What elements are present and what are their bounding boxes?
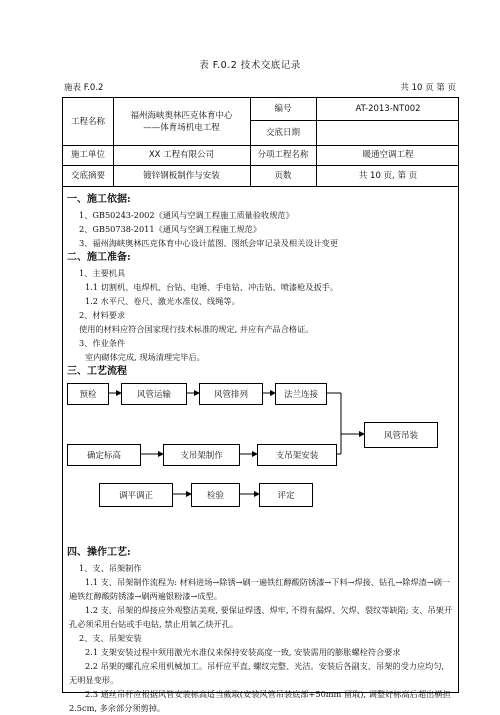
pages-value: 共 10 页, 第 页 (358, 170, 418, 181)
flow-node-flange-connect: 法兰连接 (275, 383, 327, 405)
number-label: 编号 (274, 104, 292, 114)
flow-node-duct-hoist: 风管吊装 (364, 422, 438, 448)
basis-item: 2、GB50738-2011《通风与空调工程施工规范》 (79, 224, 262, 234)
flow-node-evaluate: 评定 (259, 483, 313, 507)
operation-line: 2.1 支架安装过程中须用激光水准仪来保持安装高度一致, 安装需用的膨胀螺栓符合要求 (85, 647, 401, 657)
operation-line: 1.2 支、吊架的焊接应外观整洁美观, 要保证焊透、焊牢, 不得有漏焊、欠焊、裂纹等缺陷; 支、吊架开孔必须采用台钻或手电钻, 禁止用氧乙炔开孔。 (69, 605, 453, 629)
flow-node-set-elevation: 确定标高 (67, 444, 141, 466)
date-label: 交底日期 (265, 127, 300, 138)
summary-value: 镀锌钢板制作与安装 (143, 170, 220, 181)
form-code: 施表 F.0.2 (64, 83, 104, 93)
prep-line: 3、作业条件 (79, 338, 126, 348)
prep-line: 1.2 水平尺、卷尺、激光水准仪、线绳等。 (85, 296, 240, 306)
basis-item: 1、GB50243-2002《通风与空调工程施工质量验收规范》 (79, 210, 294, 220)
unit-value: XX 工程有限公司 (148, 150, 215, 160)
project-name-value: 福州海峡奥林匹克体育中心 ——体育场机电工程 (130, 110, 233, 133)
prep-line: 1、主要机具 (79, 268, 126, 278)
flow-node-support-make: 支吊架制作 (163, 444, 240, 466)
flow-node-level-adjust: 调平调正 (99, 483, 173, 507)
prep-line: 1.1 切割机、电焊机、台钻、电锤、手电钻、冲击钻、喷漆枪及扳手。 (85, 282, 339, 292)
operation-line: 2.2 吊架的螺孔应采用机械加工。吊杆应平直, 螺纹完整、光洁。安装后各副支、吊架的受力应均匀, 无明显变形。 (69, 661, 445, 685)
section-basis-title: 一、施工依据: (67, 194, 131, 205)
summary-label: 交底摘要 (70, 170, 105, 181)
record-table (62, 97, 459, 713)
record-content (69, 192, 454, 380)
unit-label: 施工单位 (70, 150, 105, 160)
operation-line: 1.1 支、吊架制作流程为: 材料进场→除锈→刷一遍铁红醇酸防锈漆→下料→焊接、钻孔→除焊渣→刷一遍铁红醇酸防锈漆→刷两遍银粉漆→成型。 (69, 577, 451, 601)
section-prep-title: 二、施工准备: (67, 252, 131, 263)
operation-line: 2、支、吊架安装 (79, 633, 142, 643)
form-meta (64, 81, 456, 93)
document-title: 表 F.0.2 技术交底记录 (199, 60, 301, 71)
process-flow-diagram (63, 381, 460, 546)
operation-line: 1、支、吊架制作 (79, 563, 142, 573)
prep-line: 室内砌体完成, 现场清理完毕后。 (85, 352, 205, 362)
flow-node-support-install: 支吊架安装 (257, 444, 337, 466)
subproject-label: 分项工程名称 (257, 150, 309, 160)
project-name-label: 工程名称 (70, 116, 105, 127)
prep-line: 使用的材料应符合国家现行技术标准的规定, 并应有产品合格证。 (79, 324, 314, 334)
page-info: 共 10 页 第 页 (400, 83, 456, 93)
subproject-value: 暖通空调工程 (362, 150, 414, 160)
date-value (316, 120, 460, 145)
number-value: AT-2013-NT002 (355, 104, 421, 114)
operation-content (69, 545, 454, 715)
flow-node-inspect: 检验 (191, 483, 240, 507)
section-operation-title: 四、操作工艺: (67, 547, 131, 558)
section-process-title: 三、工艺流程 (67, 366, 127, 377)
prep-line: 2、材料要求 (79, 310, 126, 320)
pages-label: 页数 (274, 170, 292, 181)
operation-line: 2.3 通丝吊杆应根据风管安装标高适当截取(安装风管吊装底部+50mm 留取), 调整好标高后超出横担 2.5cm, 多余部分须剪掉。 (69, 689, 451, 713)
basis-item: 3、福州海峡奥林匹克体育中心设计蓝图、图纸会审记录及相关设计变更 (79, 238, 339, 248)
flow-node-precheck: 预检 (67, 383, 109, 405)
flow-node-duct-transport: 风管运输 (121, 383, 187, 405)
flow-node-duct-arrange: 风管排列 (199, 383, 263, 405)
